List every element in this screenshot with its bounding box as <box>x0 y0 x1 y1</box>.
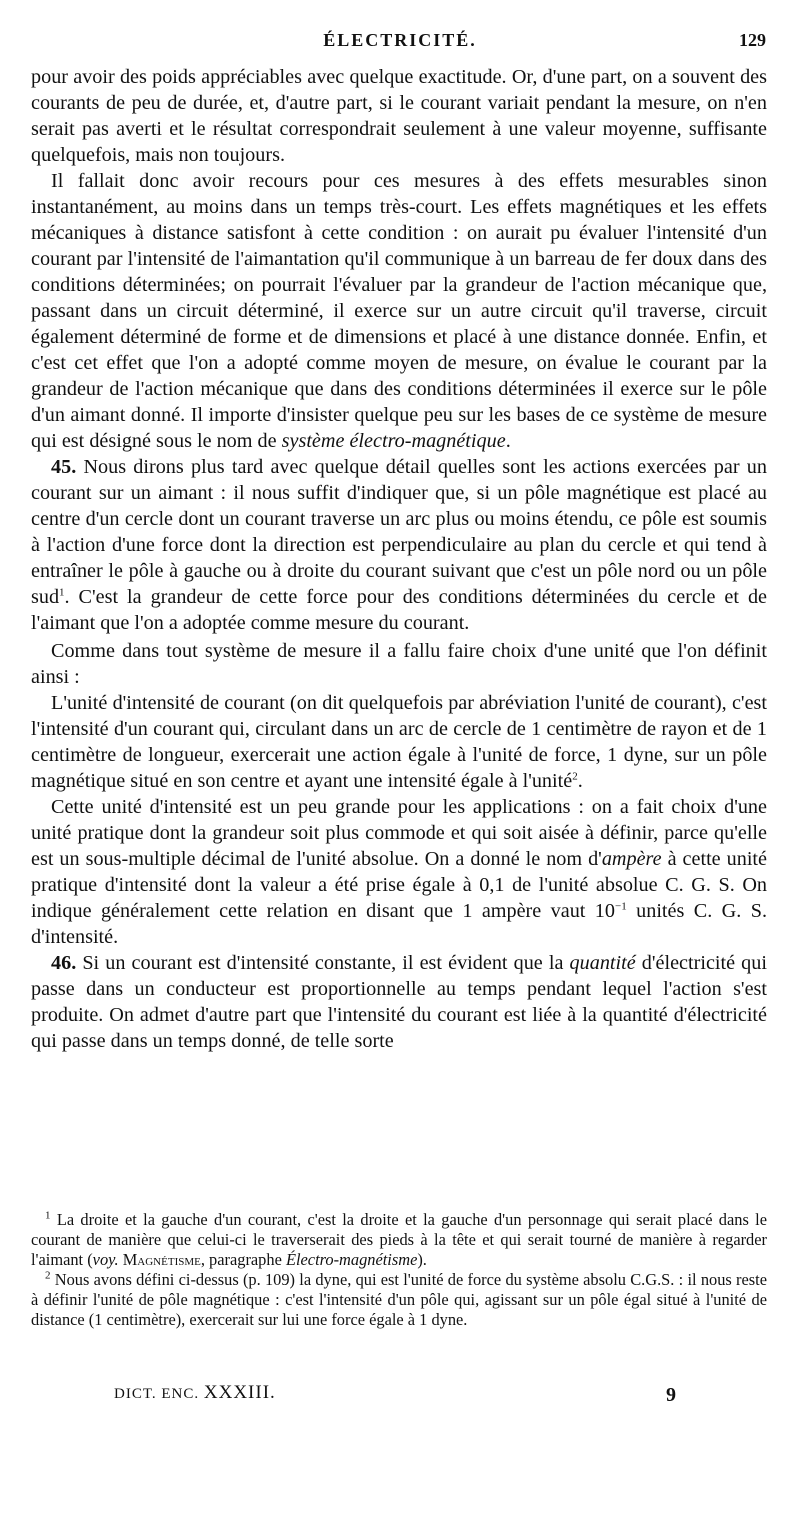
paragraph-section-45 <box>31 454 767 636</box>
emphasis-term: quantité <box>569 952 636 974</box>
footnote-mark: 2 <box>45 1269 51 1282</box>
paragraph-text: à cette unité pratique d'intensité dont la valeur a été prise égale à 0,1 de l'unité absolue C. G. S. On indique généralement cette relation en disant que 1 ampère vaut 10 <box>31 848 767 922</box>
paragraph-ampere <box>31 794 767 950</box>
sheet-number: 9 <box>666 1384 676 1406</box>
paragraph-unit-intro <box>31 638 767 690</box>
footnote-2 <box>31 1270 767 1330</box>
sheet-signature <box>114 1382 276 1404</box>
paragraph-text: Cette unité d'intensité est un peu grande pour les applications : on a fait choix d'une unité pratique dont la grandeur soit plus commode et qui soit aisée à définir, parce qu'elle est un sous-multiple décimal de l'unité absolue. On a donné le nom d' <box>31 796 767 870</box>
running-title: ÉLECTRICITÉ. <box>323 30 477 50</box>
punctuation: . <box>505 430 511 452</box>
footnote-text: La droite et la gauche d'un courant, c'est la droite et la gauche d'un personnage qui serait placé dans le courant de manière que celui-ci le traverserait des pieds à la tête et qui serait tourné de manière à regarder l'aimant ( <box>31 1210 767 1269</box>
signature-label: DICT. ENC. <box>114 1386 204 1402</box>
emphasis-term: ampère <box>601 848 662 870</box>
paragraph-text: . C'est la grandeur de cette force pour des conditions déterminées du cercle et de l'aimant que l'on a adoptée comme mesure du courant. <box>31 586 767 634</box>
footnote-text: , paragraphe <box>200 1250 286 1269</box>
footnote-text: Nous avons défini ci-dessus (p. 109) la dyne, qui est l'unité de force du système absolu C.G.S. : il nous reste à définir l'unité de pôle magnétique : c'est l'intensité d'un pôle qui, agissant sur un pôle égal situé à l'unité de distance (1 centimètre), exercerait sur lui une force égale à 1 dyne. <box>31 1270 767 1329</box>
footnote-smallcaps: Magnétisme <box>118 1250 201 1269</box>
emphasis-term: système électro-magnétique <box>281 430 506 452</box>
footnote-abbrev: voy. <box>92 1250 119 1269</box>
footnote-text: ). <box>417 1250 427 1269</box>
paragraph-text: L'unité d'intensité de courant (on dit quelquefois par abréviation l'unité de courant), c'est l'intensité d'un courant qui, circulant dans un arc de cercle de 1 centimètre de rayon et de 1 centimètre de longueur, exercerait une action égale à l'unité de force, 1 dyne, sur un pôle magnétique situé en son centre et ayant une intensité égale à l'unité <box>31 692 767 792</box>
footnotes <box>31 1210 767 1330</box>
paragraph-continued <box>31 64 767 168</box>
exponent: −1 <box>615 900 627 913</box>
running-head <box>30 30 770 60</box>
paragraph-text: unités C. G. S. d'intensité. <box>31 900 767 948</box>
paragraph-effects <box>31 168 767 454</box>
footnote-1 <box>31 1210 767 1270</box>
paragraph-text: Nous dirons plus tard avec quelque détail quelles sont les actions exercées par un courant sur un aimant : il nous suffit d'indiquer que, si un pôle magnétique est placé au centre d'un cercle dont un courant traverse un arc plus ou moins étendu, ce pôle est soumis à l'action d'une force dont la direction est perpendiculaire au plan du cercle et qui tend à entraîner le pôle à gauche ou à droite du courant suivant que c'est un pôle nord ou un pôle sud <box>31 456 767 608</box>
footnote-emphasis: Électro-magnétisme <box>285 1250 418 1269</box>
section-number: 46. <box>51 952 77 974</box>
paragraph-text: Si un courant est d'intensité constante, il est évident que la <box>76 952 570 974</box>
page-number: 129 <box>739 30 766 50</box>
footnote-mark: 1 <box>45 1209 51 1222</box>
paragraph-section-46 <box>31 950 767 1054</box>
footnote-ref: 2 <box>572 770 578 783</box>
section-number: 45. <box>51 456 77 478</box>
body-text <box>31 64 767 1054</box>
paragraph-text: Comme dans tout système de mesure il a fallu faire choix d'une unité que l'on définit ainsi : <box>31 640 767 688</box>
punctuation: . <box>577 770 583 792</box>
paragraph-text: Il fallait donc avoir recours pour ces mesures à des effets mesurables sinon instantanément, au moins dans un temps très-court. Les effets magnétiques et les effets mécaniques à distance satisfont à cette condition : on aurait pu évaluer l'intensité d'un courant par l'intensité de l'aimantation qu'il communique à un barreau de fer doux dans des conditions déterminées; on pourrait l'évaluer par la grandeur de l'action mécanique que, passant dans un circuit déterminé, il exerce sur un autre circuit qu'il traverse, circuit également déterminé de forme et de dimensions et placé à une distance donnée. Enfin, et c'est cet effet que l'on a adopté comme moyen de mesure, on évalue le courant par la grandeur de l'action mécanique que dans des conditions déterminées il exerce sur le pôle d'un aimant donné. Il importe d'insister quelque peu sur les bases de ce système de mesure qui est désigné sous le nom de <box>31 170 767 452</box>
paragraph-unit-definition <box>31 690 767 794</box>
footnote-ref: 1 <box>59 586 65 599</box>
paragraph-text: d'électricité qui passe dans un conducteur est proportionnelle au temps pendant lequel l'action s'est produite. On admet d'autre part que l'intensité du courant est liée à la quantité d'électricité qui passe dans un temps donné, de telle sorte <box>31 952 767 1052</box>
paragraph-text: pour avoir des poids appréciables avec quelque exactitude. Or, d'une part, on a souvent des courants de peu de durée, et, d'autre part, si le courant variait pendant la mesure, on n'en serait pas averti et le résultat correspondrait seulement à une valeur moyenne, suffisante quelquefois, mais non toujours. <box>31 66 767 166</box>
signature-volume: XXXIII. <box>203 1382 276 1403</box>
